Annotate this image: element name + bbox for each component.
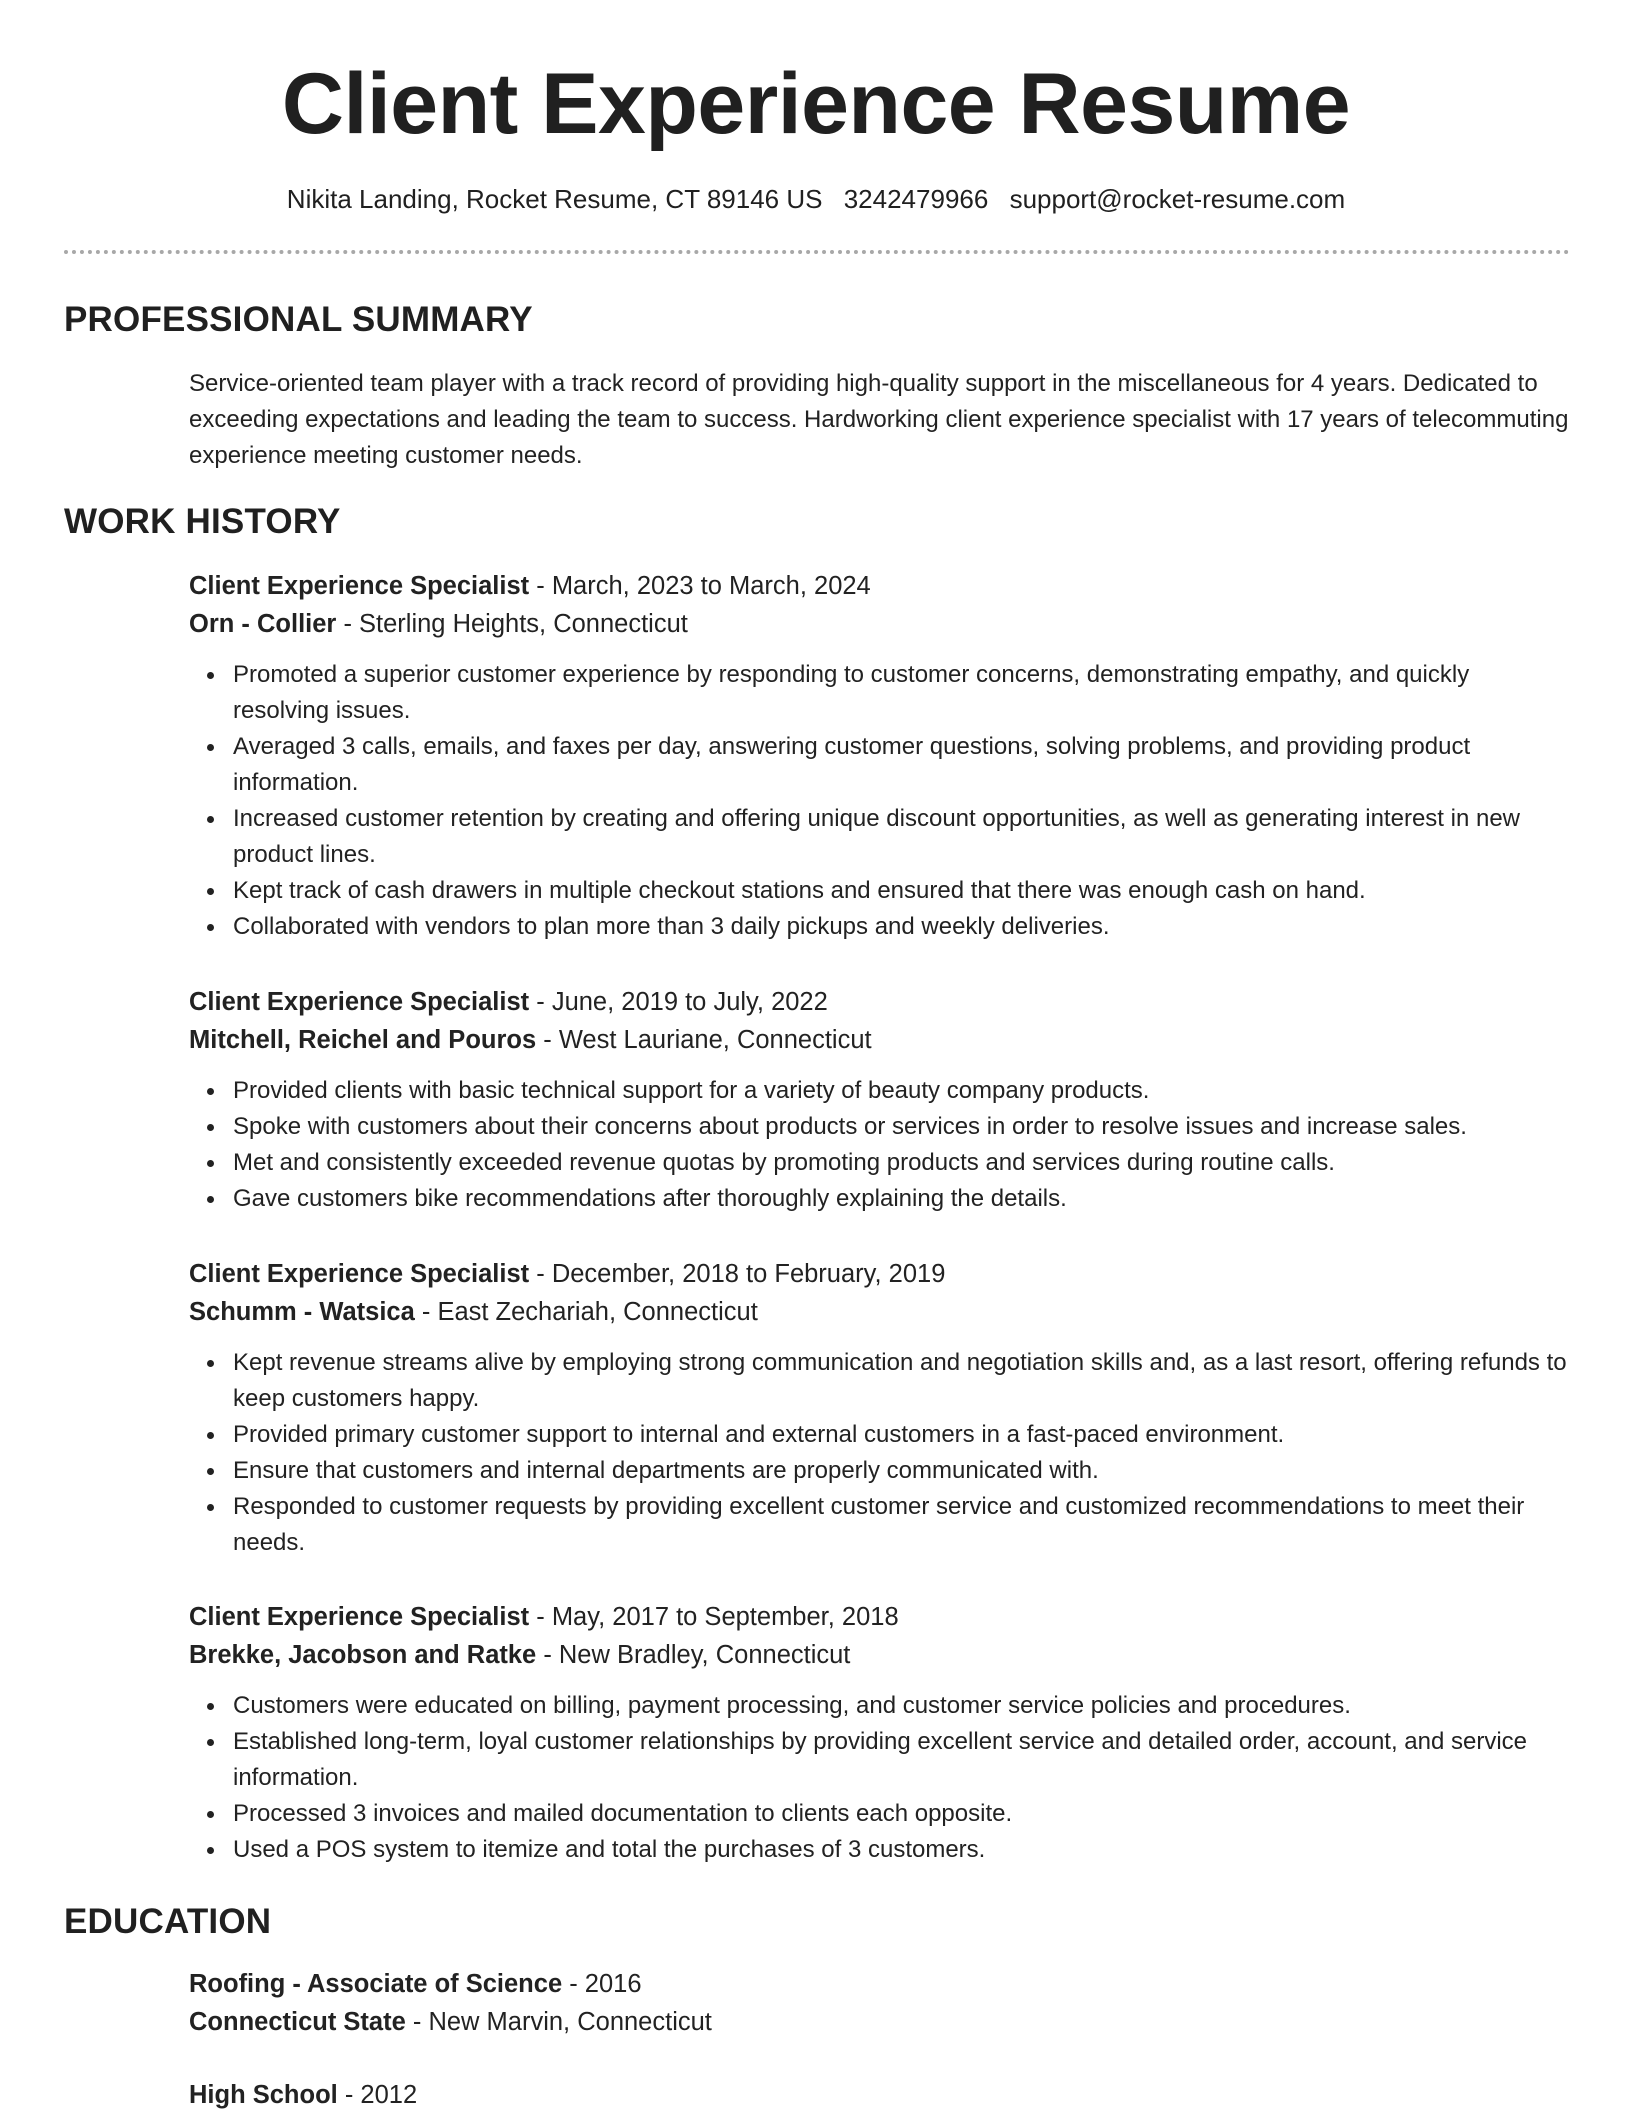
job-entry — [189, 983, 1569, 1217]
job-bullets — [189, 1073, 1569, 1217]
contact-phone: 3242479966 — [843, 184, 989, 214]
education-entry — [189, 2076, 1569, 2114]
job-bullets — [189, 657, 1569, 945]
job-title: Client Experience Specialist — [189, 1603, 530, 1631]
job-bullet: Increased customer retention by creating and offering unique discount opportunities, as well as generating interest in new product lines. — [233, 801, 1569, 873]
job-bullets — [189, 1688, 1569, 1868]
job-company: Schumm - Watsica — [189, 1298, 415, 1326]
education-degree-line — [189, 1965, 1569, 2003]
contact-email: support@rocket-resume.com — [1009, 184, 1346, 214]
job-company-line — [189, 605, 1569, 643]
contact-line — [0, 182, 1632, 216]
job-title: Client Experience Specialist — [189, 572, 530, 600]
job-bullet: Collaborated with vendors to plan more than 3 daily pickups and weekly deliveries. — [233, 909, 1569, 945]
job-dates: - May, 2017 to September, 2018 — [529, 1603, 899, 1631]
job-bullets — [189, 1345, 1569, 1561]
job-company: Mitchell, Reichel and Pouros — [189, 1026, 537, 1054]
header-divider — [64, 250, 1570, 254]
job-entry — [189, 1255, 1569, 1561]
job-bullet: Processed 3 invoices and mailed documentation to clients each opposite. — [233, 1796, 1569, 1832]
education-degree-line — [189, 2076, 1569, 2114]
job-bullet: Kept revenue streams alive by employing strong communication and negotiation skills and, as a last resort, offering refunds to keep customers happy. — [233, 1345, 1569, 1417]
job-bullet: Spoke with customers about their concerns about products or services in order to resolve issues and increase sales. — [233, 1109, 1569, 1145]
education-school-line — [189, 2003, 1569, 2041]
job-location: - East Zechariah, Connecticut — [414, 1298, 758, 1326]
summary-text: Service-oriented team player with a track record of providing high-quality support in the miscellaneous for 4 years. Dedicated to exceeding expectations and leading the team to success. Hardworking client experience specialist with 17 years of telecommuting experience meeting customer needs. — [189, 370, 1569, 469]
job-bullet: Provided primary customer support to internal and external customers in a fast-paced environment. — [233, 1417, 1569, 1453]
job-bullet: Met and consistently exceeded revenue quotas by promoting products and services during routine calls. — [233, 1145, 1569, 1181]
job-bullet: Promoted a superior customer experience by responding to customer concerns, demonstrating empathy, and quickly resolving issues. — [233, 657, 1569, 729]
job-dates: - December, 2018 to February, 2019 — [529, 1260, 946, 1288]
contact-address: Nikita Landing, Rocket Resume, CT 89146 US — [286, 184, 823, 214]
job-title-line — [189, 983, 1569, 1021]
resume-title: Client Experience Resume — [281, 56, 1351, 152]
education-school: Connecticut State — [189, 2008, 406, 2036]
job-company-line — [189, 1293, 1569, 1331]
job-location: - New Bradley, Connecticut — [536, 1641, 851, 1669]
job-bullet: Established long-term, loyal customer relationships by providing excellent service and detailed order, account, and service information. — [233, 1724, 1569, 1796]
job-title-line — [189, 567, 1569, 605]
job-company: Orn - Collier — [189, 610, 337, 638]
job-bullet: Gave customers bike recommendations after thoroughly explaining the details. — [233, 1181, 1569, 1217]
job-company: Brekke, Jacobson and Ratke — [189, 1641, 537, 1669]
job-title-line — [189, 1255, 1569, 1293]
education-degree: Roofing - Associate of Science — [189, 1970, 563, 1998]
education-year: - 2016 — [562, 1970, 642, 1998]
job-title: Client Experience Specialist — [189, 1260, 530, 1288]
education-entry — [189, 1965, 1569, 2041]
education-degree: High School — [189, 2081, 338, 2109]
education-year: - 2012 — [337, 2081, 418, 2109]
job-bullet: Customers were educated on billing, payment processing, and customer service policies and procedures. — [233, 1688, 1569, 1724]
job-dates: - March, 2023 to March, 2024 — [529, 572, 871, 600]
job-bullet: Kept track of cash drawers in multiple checkout stations and ensured that there was enough cash on hand. — [233, 873, 1569, 909]
job-bullet: Responded to customer requests by providing excellent customer service and customized recommendations to meet their needs. — [233, 1489, 1569, 1561]
job-entry — [189, 567, 1569, 945]
job-title: Client Experience Specialist — [189, 988, 530, 1016]
job-entry — [189, 1598, 1569, 1868]
job-bullet: Used a POS system to itemize and total the purchases of 3 customers. — [233, 1832, 1569, 1868]
job-location: - Sterling Heights, Connecticut — [336, 610, 688, 638]
summary-heading: PROFESSIONAL SUMMARY — [64, 300, 533, 339]
education-location: - New Marvin, Connecticut — [405, 2008, 712, 2036]
job-bullet: Ensure that customers and internal departments are properly communicated with. — [233, 1453, 1569, 1489]
job-dates: - June, 2019 to July, 2022 — [529, 988, 828, 1016]
job-title-line — [189, 1598, 1569, 1636]
work-history-heading: WORK HISTORY — [64, 502, 341, 541]
job-location: - West Lauriane, Connecticut — [536, 1026, 872, 1054]
job-bullet: Averaged 3 calls, emails, and faxes per day, answering customer questions, solving problems, and providing product information. — [233, 729, 1569, 801]
job-company-line — [189, 1021, 1569, 1059]
education-heading: EDUCATION — [64, 1902, 272, 1941]
job-company-line — [189, 1636, 1569, 1674]
job-bullet: Provided clients with basic technical support for a variety of beauty company products. — [233, 1073, 1569, 1109]
